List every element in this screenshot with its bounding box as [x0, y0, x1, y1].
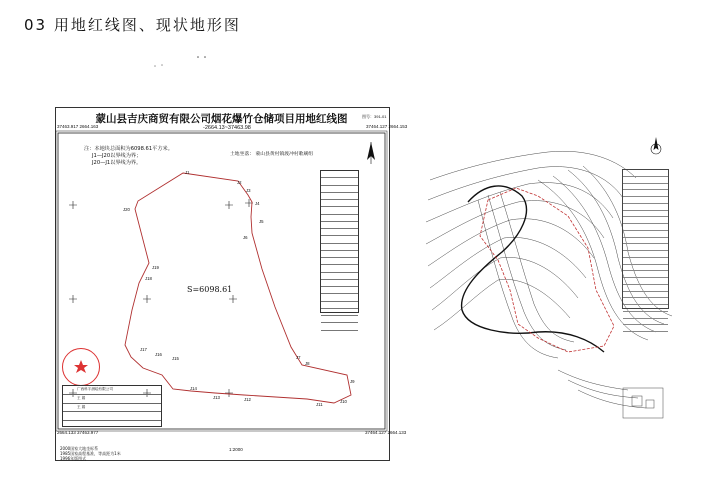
- table-row: [623, 184, 668, 191]
- site-label: 土地坐落： 蒙山县黄村镇渡冲村歌刷组: [230, 152, 314, 157]
- area-label: S=6098.61: [187, 285, 233, 294]
- footer-notes: [60, 446, 121, 461]
- point-label: J10: [340, 399, 347, 404]
- info-table: [62, 385, 162, 427]
- north-arrow-icon: [648, 135, 664, 159]
- point-label: J4: [255, 201, 260, 206]
- info-row: [63, 412, 161, 421]
- point-label: J18: [145, 276, 152, 281]
- info-row: [63, 421, 161, 429]
- table-row: [623, 285, 668, 292]
- page-header: 03 用地红线图、现状地形图: [24, 16, 241, 34]
- footer-line: 1985国家高程基准，等高距为1米: [60, 451, 121, 456]
- table-row: [321, 316, 358, 323]
- corner-coord-br: 37464.127 2664.133: [365, 430, 407, 435]
- point-label: J3: [246, 188, 251, 193]
- topo-coordinate-table: [622, 169, 669, 309]
- table-row: [321, 323, 358, 330]
- point-label: J12: [244, 397, 251, 402]
- stamp-star-icon: [63, 349, 99, 385]
- table-row: [623, 325, 668, 332]
- table-row: [321, 287, 358, 294]
- sheet-number: 图号：391-01: [362, 114, 387, 119]
- table-row: [623, 278, 668, 285]
- table-row: [321, 186, 358, 193]
- point-label: J1: [185, 170, 190, 175]
- table-row: [321, 258, 358, 265]
- table-row: [623, 265, 668, 272]
- table-row: [321, 207, 358, 214]
- table-row: [623, 271, 668, 278]
- table-row: [321, 193, 358, 200]
- corner-coord-bl: 2664.133 37463.977: [57, 430, 99, 435]
- table-row: [623, 238, 668, 245]
- footer-line: 1996年版图式: [60, 456, 87, 461]
- table-row: [623, 170, 668, 177]
- table-row: [321, 171, 358, 178]
- point-label: J19: [152, 265, 159, 270]
- table-row: [321, 178, 358, 185]
- table-row: [321, 294, 358, 301]
- point-label: J16: [155, 352, 162, 357]
- table-row: [321, 251, 358, 258]
- point-label: J20: [123, 207, 130, 212]
- table-row: [321, 222, 358, 229]
- map-note-2: J1—J20以界线为界；: [92, 153, 142, 159]
- table-row: [321, 302, 358, 309]
- table-row: [623, 211, 668, 218]
- table-row: [623, 190, 668, 197]
- point-label: J5: [259, 219, 264, 224]
- table-row: [321, 280, 358, 287]
- info-row: 王 娟: [63, 404, 161, 413]
- corner-coord-tr: 37464.127 2664.153: [366, 124, 408, 129]
- table-row: [623, 292, 668, 299]
- map-note-3: J20—J1以界线为界。: [92, 160, 142, 166]
- table-row: [321, 309, 358, 316]
- coordinate-table: [320, 170, 359, 313]
- table-row: [623, 305, 668, 312]
- point-label: J8: [305, 361, 310, 366]
- table-row: [321, 200, 358, 207]
- info-row: 王 娟: [63, 395, 161, 404]
- point-label: J14: [190, 386, 197, 391]
- table-row: [623, 204, 668, 211]
- table-row: [321, 229, 358, 236]
- table-row: [321, 273, 358, 280]
- point-label: J7: [296, 355, 301, 360]
- table-row: [623, 231, 668, 238]
- top-coord: -2664.13~37463.98: [203, 125, 251, 131]
- table-row: [623, 251, 668, 258]
- point-label: J17: [140, 347, 147, 352]
- table-row: [623, 197, 668, 204]
- table-row: [623, 224, 668, 231]
- table-row: [623, 177, 668, 184]
- point-label: J9: [350, 379, 355, 384]
- table-row: [623, 298, 668, 305]
- point-label: J13: [213, 395, 220, 400]
- table-row: [623, 258, 668, 265]
- table-row: [321, 236, 358, 243]
- table-row: [321, 265, 358, 272]
- table-row: [321, 215, 358, 222]
- survey-stamp: [62, 348, 100, 386]
- point-label: J11: [316, 402, 323, 407]
- scale-label: 1:2000: [229, 447, 243, 452]
- footer-line: 2000国家大地坐标系: [60, 446, 99, 451]
- table-row: [321, 244, 358, 251]
- table-row: [623, 217, 668, 224]
- info-row: 广西科宇测绘有限公司: [63, 386, 161, 395]
- scan-artifact: [150, 52, 220, 72]
- point-label: J15: [172, 356, 179, 361]
- point-label: J6: [243, 235, 248, 240]
- map-title: 蒙山县吉庆商贸有限公司烟花爆竹仓储项目用地红线图: [95, 113, 348, 125]
- map-note-1: 注：本地块总面积为6098.61平方米。: [84, 146, 173, 152]
- table-row: [623, 244, 668, 251]
- point-label: J2: [237, 180, 242, 185]
- table-row: [623, 319, 668, 326]
- table-row: [623, 312, 668, 319]
- corner-coord-tl: 37463.917 2664.163: [57, 124, 99, 129]
